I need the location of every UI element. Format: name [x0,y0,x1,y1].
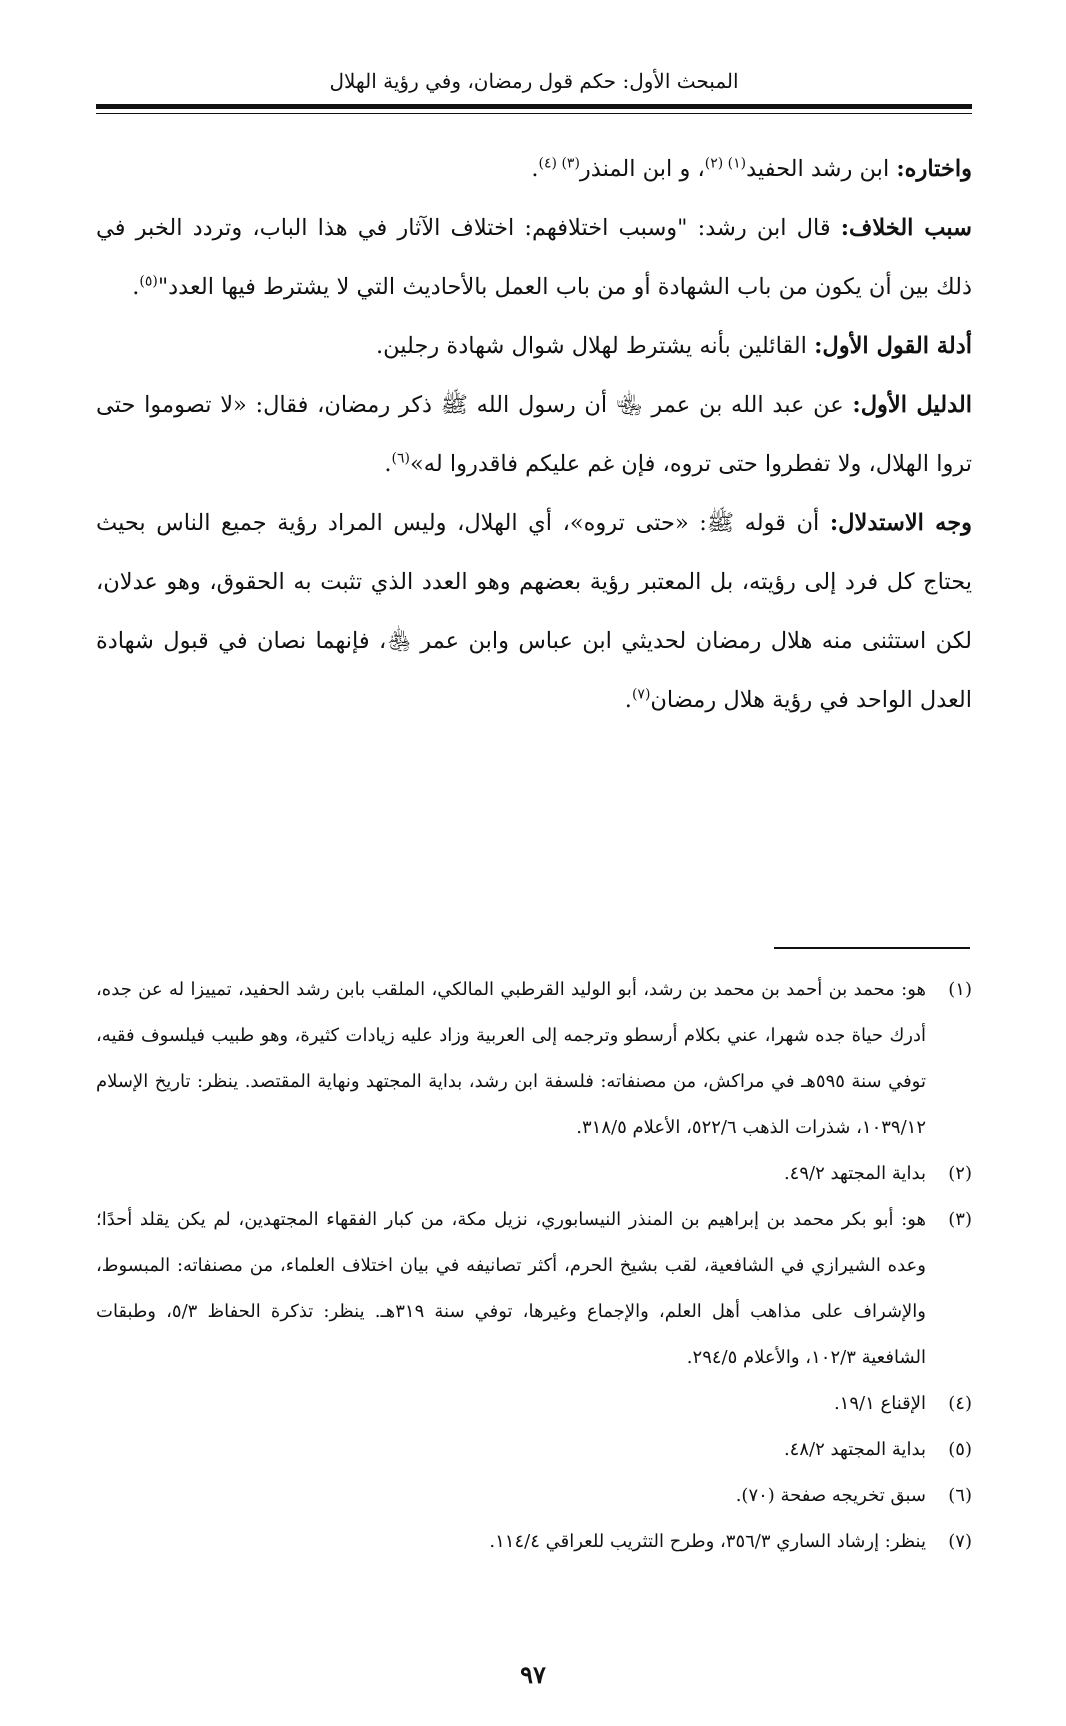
footnote-number: (٧) [948,1531,972,1552]
header-rule-thin [96,113,972,114]
footnote-item [96,1473,972,1519]
footnote-ref: (١) (٢) [704,155,747,172]
footnotes [96,967,972,1565]
page-number: ٩٧ [520,1660,546,1689]
footnote-number: (٦) [948,1485,972,1506]
footnote-ref: (٥) [139,273,158,290]
footnote-text: بداية المجتهد ٤٩/٢. [783,1163,926,1184]
text-segment: قال ابن رشد: "وسبب اختلافهم: اختلاف الآثار في هذا الباب، وتردد الخبر في ذلك بين أن يكون من باب الشهادة أو من باب العمل بالأحاديث التي لا يشترط فيها العدد" [96,215,972,300]
footnote-text: ينظر: إرشاد الساري ٣٥٦/٣، وطرح التثريب للعراقي ١١٤/٤. [489,1531,926,1552]
footnote-number: (٣) [948,1209,972,1230]
term-label: واختاره: [896,156,972,182]
paragraph-first-opinion-evidence [96,317,972,376]
footnote-separator [774,947,970,949]
footnote-number: (١) [948,979,972,1000]
text-segment: . [624,687,632,713]
footnote-item [96,1197,972,1381]
text-segment: ، و ابن المنذر [579,156,705,182]
text-segment: القائلين بأنه يشترط لهلال شوال شهادة رجلين. [375,333,807,359]
running-header: المبحث الأول: حكم قول رمضان، وفي رؤية الهلال [329,69,739,93]
footnote-item [96,1151,972,1197]
text-segment: . [132,274,140,300]
header-rule-thick [96,104,972,109]
text-segment: . [384,451,392,477]
footnote-item [96,1427,972,1473]
text-segment: ابن رشد الحفيد [746,156,890,182]
text-segment: . [531,156,539,182]
term-label: سبب الخلاف: [840,215,972,241]
footnote-number: (٥) [948,1439,972,1460]
footnote-text: هو: أبو بكر محمد بن إبراهيم بن المنذر النيسابوري، نزيل مكة، من كبار الفقهاء المجتهدين، لم يكن يقلد أحدًا؛ وعده الشيرازي في الشافعية، لقب بشيخ الحرم، أكثر تصانيفه في بيان اختلاف العلماء، من مصنفاته: المبسوط، والإشراف على مذاهب أهل العلم، والإجماع وغيرها، توفي سنة ٣١٩هـ. ينظر: تذكرة الحفاظ ٥/٣، وطبقات الشافعية ١٠٢/٣، والأعلام ٢٩٤/٥. [96,1209,926,1368]
footnote-ref: (٣) (٤) [538,155,580,172]
footnote-item [96,967,972,1151]
footnote-text: الإقناع ١٩/١. [833,1393,926,1414]
main-text [96,140,972,730]
paragraph-chosen-by [96,140,972,199]
footnote-ref: (٧) [631,686,651,703]
footnote-item [96,1519,972,1565]
footnote-ref: (٦) [391,450,411,467]
footnote-text: سبق تخريجه صفحة (٧٠). [735,1485,926,1506]
paragraph-first-evidence [96,376,972,494]
paragraph-reason-of-dispute [96,199,972,317]
footnote-text: بداية المجتهد ٤٨/٢. [783,1439,926,1460]
text-segment: عن عبد الله بن عمر ﵄ أن رسول الله ﷺ ذكر رمضان، فقال: «لا تصوموا حتى تروا الهلال، ولا تفطروا حتى تروه، فإن غم عليكم فاقدروا له» [96,392,972,477]
footnote-text: هو: محمد بن أحمد بن محمد بن رشد، أبو الوليد القرطبي المالكي، الملقب بابن رشد الحفيد، تمييزا له عن جده، أدرك حياة جده شهرا، عني بكلام أرسطو وترجمه إلى العربية وزاد عليه زيادات كثيرة، وهو طبيب فيلسوف فقيه، توفي سنة ٥٩٥هـ في مراكش، من مصنفاته: فلسفة ابن رشد، بداية المجتهد ونهاية المقتصد. ينظر: تاريخ الإسلام ١٠٣٩/١٢، شذرات الذهب ٥٢٢/٦، الأعلام ٣١٨/٥. [96,979,926,1138]
footnote-number: (٤) [948,1393,972,1414]
text-segment: أن قوله ﷺ: «حتى تروه»، أي الهلال، وليس المراد رؤية جميع الناس بحيث يحتاج كل فرد إلى رؤيته، بل المعتبر رؤية بعضهم وهو العدد الذي تثبت به الحقوق، وهو عدلان، لكن استثنى منه هلال رمضان لحديثي ابن عباس وابن عمر ﵃، فإنهما نصان في قبول شهادة العدل الواحد في رؤية هلال رمضان [96,510,972,713]
paragraph-inference [96,494,972,730]
term-label: وجه الاستدلال: [829,510,972,536]
term-label: الدليل الأول: [852,392,972,418]
footnote-number: (٢) [948,1163,972,1184]
term-label: أدلة القول الأول: [814,333,972,359]
footnote-item [96,1381,972,1427]
